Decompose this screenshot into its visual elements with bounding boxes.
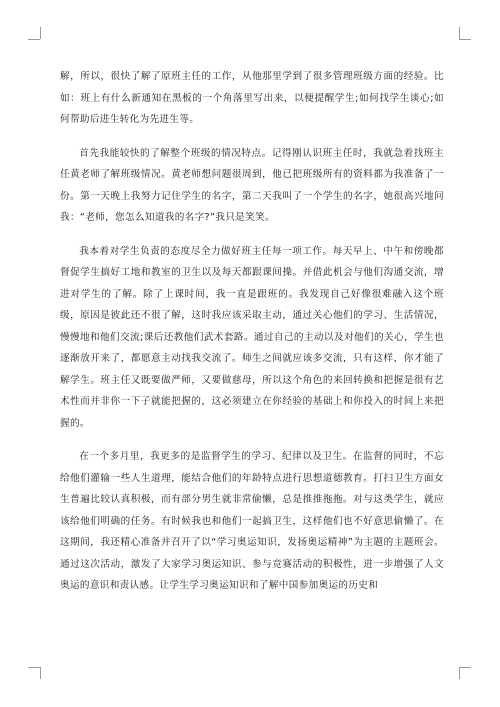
crop-mark-bottom-right-vertical <box>459 667 460 679</box>
crop-mark-bottom-left-horizontal <box>28 667 40 668</box>
crop-mark-top-right-vertical <box>459 27 460 39</box>
crop-mark-top-left-vertical <box>40 27 41 39</box>
paragraph-gap <box>60 229 444 241</box>
paragraph-4: 在一个多月里，我更多的是监督学生的学习、纪律以及卫生。在监督的同时，不忘给他们灌输一些人生道理，能结合他们的年龄特点进行思想道德教育。打扫卫生方面女生普遍比较认真积极，而有部分男生就非常偷懒，总是推推拖拖。对与这类学生，就应该给他们明确的任务。有时候我也和他们一起搞卫生，这样他们也不好意思偷懒了。在这期间，我还精心准备并召开了以“学习奥运知识，发扬奥运精神”为主题的主题班会。通过这次活动，激发了大家学习奥运知识、参与竞赛活动的积极性，进一步增强了人文奥运的意识和责认感。让学生学习奥运知识和了解中国参加奥运的历史和 <box>60 451 444 591</box>
crop-mark-top-left-horizontal <box>28 39 40 40</box>
crop-mark-bottom-right-horizontal <box>459 667 471 668</box>
crop-mark-top-right-horizontal <box>459 39 471 40</box>
crop-mark-bottom-left-vertical <box>40 667 41 679</box>
document-body <box>60 66 444 597</box>
paragraph-3: 我本着对学生负责的态度尽全力做好班主任每一项工作。每天早上、中午和傍晚都督促学生搞好工地和教室的卫生以及每天都跟课间操。并借此机会与他们沟通交流，增进对学生的了解。除了上课时间，我一直是跟班的。我发现自己好像很难融入这个班级，原因是彼此还不很了解，这时我应该采取主动，通过关心他们的学习、生活情况，慢慢地和他们交流;课后还教他们武术套路。通过自己的主动以及对他们的关心，学生也逐渐放开来了，都愿意主动找我交流了。师生之间就应该多交流，只有这样，你才能了解学生。班主任又既要做严师，又要做慈母，所以这个角色的来回转换和把握是很有艺术性而并非你一下子就能把握的，这必须建立在你经验的基础上和你投入的时间上来把握的。 <box>60 245 444 429</box>
paragraph-1: 解，所以，很快了解了原班主任的工作，从他那里学到了很多管理班级方面的经验。比如：班上有什么新通知在黑板的一个角落里写出来，以便提醒学生;如何找学生谈心;如何帮助后进生转化为先进生等。 <box>60 71 444 125</box>
paragraph-gap <box>60 131 444 143</box>
paragraph-2: 首先我能较快的了解整个班级的情况特点。记得刚认识班主任时，我就急着找班主任黄老师了解班级情况。黄老师想问题很周到，他已把班级所有的资料都为我准备了一份。第一天晚上我努力记住学生的名字，第二天我叫了一个学生的名字，她很高兴地问我：“老师，您怎么知道我的名字?”我只是笑笑。 <box>60 147 444 223</box>
paragraph-gap <box>60 434 444 446</box>
